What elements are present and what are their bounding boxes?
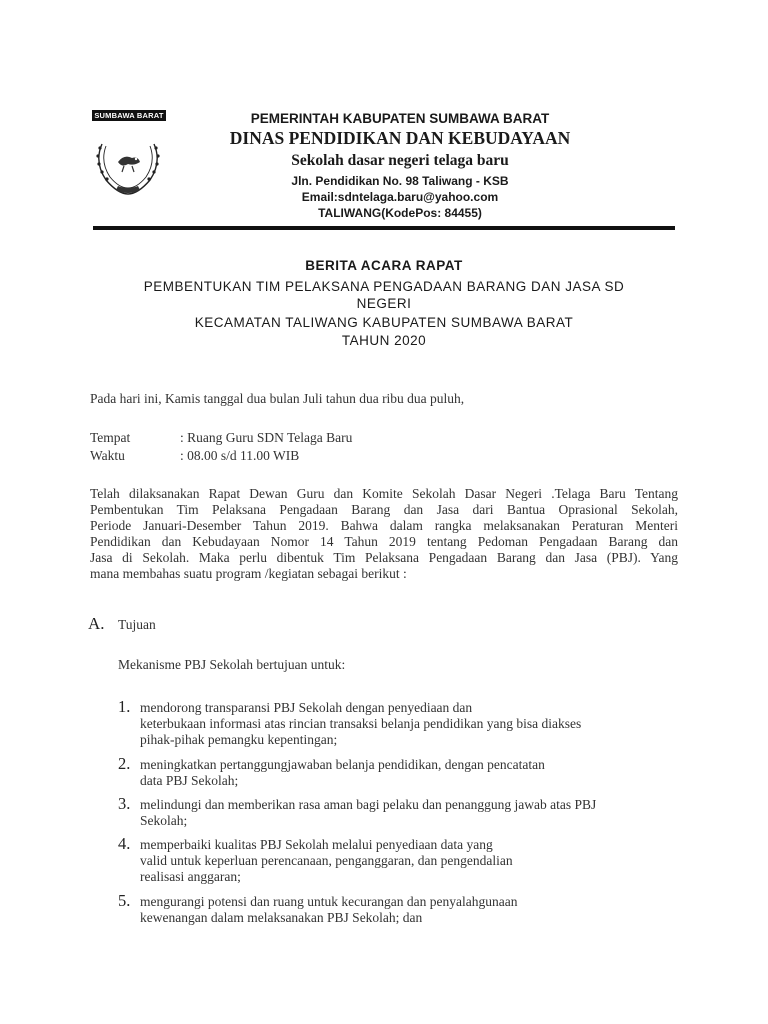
list-item-line: realisasi anggaran; [140, 869, 241, 884]
place-value: : Ruang Guru SDN Telaga Baru [180, 430, 353, 445]
time-label: Waktu [90, 448, 125, 463]
list-item-line: meningkatkan pertanggungjawaban belanja pendidikan, dengan pencatatan [140, 757, 545, 772]
regency-logo [88, 110, 168, 200]
opening-sentence: Pada hari ini, Kamis tanggal dua bulan Juli tahun dua ribu dua puluh, [90, 391, 465, 406]
list-item-number: 3. [118, 794, 131, 813]
list-item-number: 1. [118, 697, 131, 716]
paragraph-line: Periode Januari-Desember Tahun 2019. Bahwa dalam rangka melaksanakan Peraturan Menteri [90, 518, 678, 533]
logo-banner: SUMBAWA BARAT [92, 110, 166, 121]
list-item-number: 2. [118, 754, 131, 773]
regency-seal-icon [88, 122, 168, 200]
list-item-line: pihak-pihak pemangku kepentingan; [140, 732, 338, 747]
list-item-line: memperbaiki kualitas PBJ Sekolah melalui penyediaan data yang [140, 837, 493, 852]
document-heading: BERITA ACARA RAPAT [305, 258, 463, 273]
list-item-line: keterbukaan informasi atas rincian transaksi belanja pendidikan yang bisa diakses [140, 716, 582, 731]
list-item-number: 5. [118, 891, 131, 910]
letterhead-divider [93, 226, 675, 230]
section-title: Tujuan [118, 617, 156, 632]
list-item-line: mengurangi potensi dan ruang untuk kecurangan dan penyalahgunaan [140, 894, 518, 909]
paragraph-line: Pendidikan dan Kebudayaan Nomor 14 Tahun 2019 tentang Pedoman Pengadaan Barang dan [90, 534, 678, 549]
document-subject-line-2: NEGERI [356, 296, 412, 311]
paragraph-line: Jasa di Sekolah. Maka perlu dibentuk Tim Pelaksana Pengadaan Barang dan Jasa (PBJ). Yang [90, 550, 678, 565]
kop-postal: TALIWANG(KodePos: 84455) [318, 206, 482, 220]
list-item-line: Sekolah; [140, 813, 188, 828]
section-intro: Mekanisme PBJ Sekolah bertujuan untuk: [118, 657, 346, 672]
kop-email: Email:sdntelaga.baru@yahoo.com [301, 190, 499, 204]
kop-address: Jln. Pendidikan No. 98 Taliwang - KSB [291, 174, 509, 188]
list-item-line: data PBJ Sekolah; [140, 773, 239, 788]
kop-government-name: PEMERINTAH KABUPATEN SUMBAWA BARAT [250, 111, 550, 126]
list-item-line: kewenangan dalam melaksanakan PBJ Sekolah; dan [140, 910, 423, 925]
kop-school-name: Sekolah dasar negeri telaga baru [291, 152, 509, 169]
main-paragraph [90, 486, 678, 582]
document-subject-line-3: KECAMATAN TALIWANG KABUPATEN SUMBAWA BARAT [194, 315, 574, 330]
paragraph-line: Pembentukan Tim Pelaksana Pengadaan Barang dan Jasa dari Bantua Oprasional Sekolah, [90, 502, 678, 517]
paragraph-line: mana membahas suatu program /kegiatan sebagai berikut : [90, 566, 407, 581]
list-item-line: mendorong transparansi PBJ Sekolah dengan penyediaan dan [140, 700, 473, 715]
place-label: Tempat [90, 430, 131, 445]
list-item-line: melindungi dan memberikan rasa aman bagi pelaku dan penanggung jawab atas PBJ [140, 797, 597, 812]
time-value: : 08.00 s/d 11.00 WIB [180, 448, 300, 463]
document-subject-line-1: PEMBENTUKAN TIM PELAKSANA PENGADAAN BARANG DAN JASA SD [143, 279, 625, 294]
list-item-line: valid untuk keperluan perencanaan, penganggaran, dan pengendalian [140, 853, 513, 868]
list-item-number: 4. [118, 834, 131, 853]
paragraph-line: Telah dilaksanakan Rapat Dewan Guru dan Komite Sekolah Dasar Negeri .Telaga Baru Tentang [90, 486, 678, 501]
document-year: TAHUN 2020 [341, 333, 427, 348]
kop-agency-name: DINAS PENDIDIKAN DAN KEBUDAYAAN [229, 128, 571, 148]
section-letter: A. [88, 614, 105, 633]
